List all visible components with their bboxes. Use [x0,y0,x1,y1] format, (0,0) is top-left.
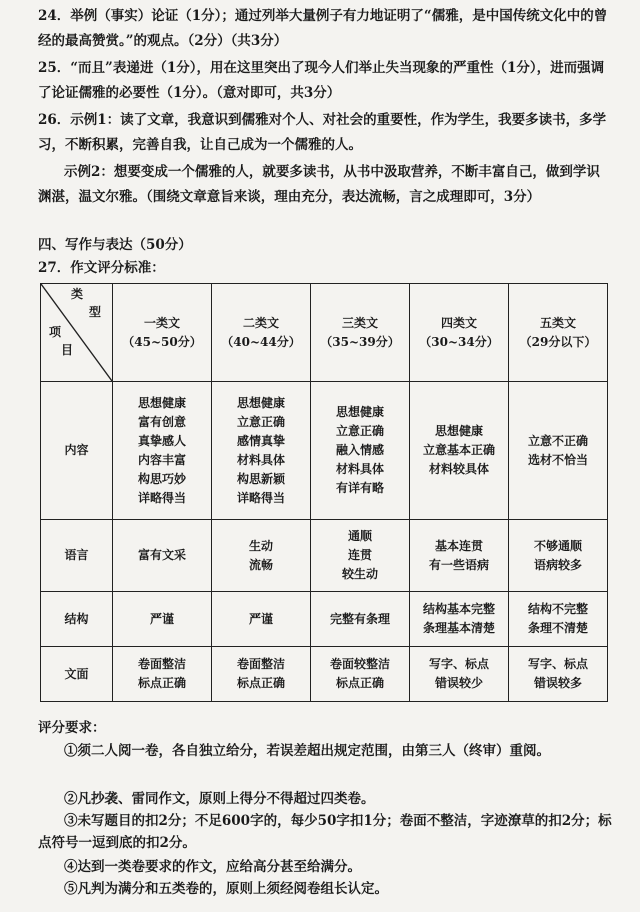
cell-text-line: 错误较少 [434,676,483,690]
requirement-item: ①须二人阅一卷，各自独立给分，若误差超出规定范围，由第三人（终审）重阅。 [64,743,550,759]
cell-text-line: （30~34分） [419,334,499,349]
rubric-cell [509,592,608,647]
rubric-cell [113,520,212,592]
cell-text-line: （35~39分） [320,334,400,349]
requirement-item: ②凡抄袭、雷同作文，原则上得分不得超过四类卷。 [64,791,375,807]
rubric-row-structure [41,592,608,647]
rubric-cell [509,647,608,702]
cell-text-line: 感情真挚 [236,433,285,448]
rubric-row-presentation [41,647,608,702]
rubric-cell [311,382,410,520]
rubric-row-content [41,382,608,520]
cell-text-line: 一类文 [143,315,180,330]
cell-text-line: 较生动 [341,567,378,581]
answer-24: 24．举例（事实）论证（1分）；通过列举大量例子有力地证明了“儒雅，是中国传统文化中的曾经的最高赞赏。”的观点。（2分）（共3分） [38,8,608,49]
cell-text-line: 选材不恰当 [527,452,588,467]
rubric-row-language [41,520,608,592]
rubric-cell [410,592,509,647]
rubric-cell [509,382,608,520]
cell-text-line: 严谨 [248,611,273,626]
row-label: 内容 [41,382,113,520]
cell-text-line: 四类文 [440,315,477,330]
rubric-cell [311,520,410,592]
cell-text-line: 立意正确 [335,424,384,438]
cell-text-line: 条理基本清楚 [422,621,495,635]
rubric-cell [212,520,311,592]
cell-text-line: 语病较多 [533,557,582,572]
corner-label: 类 [70,287,83,301]
cell-text-line: 严谨 [149,611,174,626]
cell-text-line: （29分以下） [519,334,597,349]
cell-text-line: 标点正确 [236,676,285,690]
cell-text-line: 生动 [248,538,273,553]
cell-text-line: 思想健康 [335,405,384,419]
rubric-cell [113,382,212,520]
cell-text-line: 二类文 [242,315,279,330]
cell-text-line: 通顺 [347,529,372,543]
cell-text-line: 有详有略 [335,481,384,495]
cell-text-line: 流畅 [248,557,273,572]
column-header [410,284,509,382]
q27-title: 27．作文评分标准： [38,260,165,276]
corner-label: 型 [89,305,102,319]
row-label: 语言 [41,520,113,592]
cell-text-line: 立意基本正确 [422,443,495,457]
cell-text-line: （45~50分） [122,334,202,349]
cell-text-line: 不够通顺 [533,538,582,553]
rubric-cell [113,592,212,647]
cell-text-line: 材料具体 [236,452,285,467]
requirement-item: ③未写题目的扣2分；不足600字的，每少50字扣1分；卷面不整洁，字迹潦草的扣2分；标点符号一逗到底的扣2分。 [38,813,612,851]
column-header [212,284,311,382]
cell-text-line: 融入情感 [335,443,384,457]
rubric-cell [410,520,509,592]
cell-text-line: 写字、标点 [527,657,588,671]
corner-label: 目 [61,343,74,357]
row-label: 结构 [41,592,113,647]
column-header [509,284,608,382]
cell-text-line: 材料较具体 [428,462,489,476]
cell-text-line: 思想健康 [434,424,483,438]
cell-text-line: 基本连贯 [434,538,483,553]
cell-text-line: 标点正确 [335,676,384,690]
rubric-cell [410,647,509,702]
cell-text-line: 富有创意 [137,414,186,429]
cell-text-line: 错误较多 [533,676,582,690]
requirement-item: ⑤凡判为满分和五类卷的，原则上须经阅卷组长认定。 [64,881,388,897]
cell-text-line: 真挚感人 [137,433,186,448]
cell-text-line: 材料具体 [335,462,384,476]
cell-text-line: 立意不正确 [527,433,588,448]
rubric-cell [311,647,410,702]
cell-text-line: 标点正确 [137,676,186,690]
cell-text-line: 卷面较整洁 [329,657,390,671]
cell-text-line: 内容丰富 [137,452,186,467]
rubric-corner-cell [41,284,113,382]
cell-text-line: 构思新颖 [236,471,285,486]
cell-text-line: 思想健康 [236,395,285,410]
cell-text-line: 立意正确 [236,414,285,429]
requirements-title: 评分要求： [38,720,106,736]
rubric-cell [509,520,608,592]
cell-text-line: 思想健康 [137,395,186,410]
cell-text-line: 卷面整洁 [137,657,186,671]
rubric-cell [113,647,212,702]
rubric-cell [212,592,311,647]
rubric-header-row [41,284,608,382]
cell-text-line: 详略得当 [137,490,186,505]
cell-text-line: 条理不清楚 [527,621,588,635]
cell-text-line: 详略得当 [236,490,285,505]
cell-text-line: 连贯 [347,548,372,562]
cell-text-line: 卷面整洁 [236,657,285,671]
cell-text-line: 结构基本完整 [422,602,495,616]
rubric-cell [311,592,410,647]
cell-text-line: 三类文 [341,315,378,330]
cell-text-line: 富有文采 [137,548,186,562]
column-header [311,284,410,382]
cell-text-line: 写字、标点 [428,657,489,671]
rubric-cell [212,647,311,702]
cell-text-line: 有一些语病 [428,557,489,572]
answer-26-example-2: 示例2：想要变成一个儒雅的人，就要多读书，从书中汲取营养，不断丰富自己，做到学识渊湛，温文尔雅。（围绕文章意旨来谈，理由充分，表达流畅，言之成理即可，3分） [38,164,600,205]
scoring-rubric-table [40,283,608,702]
column-header [113,284,212,382]
answer-26-example-1: 26．示例1：读了文章，我意识到儒雅对个人、对社会的重要性，作为学生，我要多读书，多学习，不断积累，完善自我，让自己成为一个儒雅的人。 [38,112,607,153]
section-writing-heading: 四、写作与表达（50分） [38,237,192,253]
cell-text-line: 五类文 [539,315,576,330]
cell-text-line: 结构不完整 [527,602,588,616]
cell-text-line: 完整有条理 [329,611,390,626]
answer-25: 25．“而且”表递进（1分），用在这里突出了现今人们举止失当现象的严重性（1分），进而强调了论证儒雅的必要性（1分）。（意对即可，共3分） [38,60,605,101]
row-label: 文面 [41,647,113,702]
corner-label: 项 [49,325,62,339]
cell-text-line: 构思巧妙 [137,471,186,486]
cell-text-line: （40~44分） [221,334,301,349]
rubric-cell [410,382,509,520]
rubric-cell [212,382,311,520]
requirement-item: ④达到一类卷要求的作文，应给高分甚至给满分。 [64,859,361,875]
